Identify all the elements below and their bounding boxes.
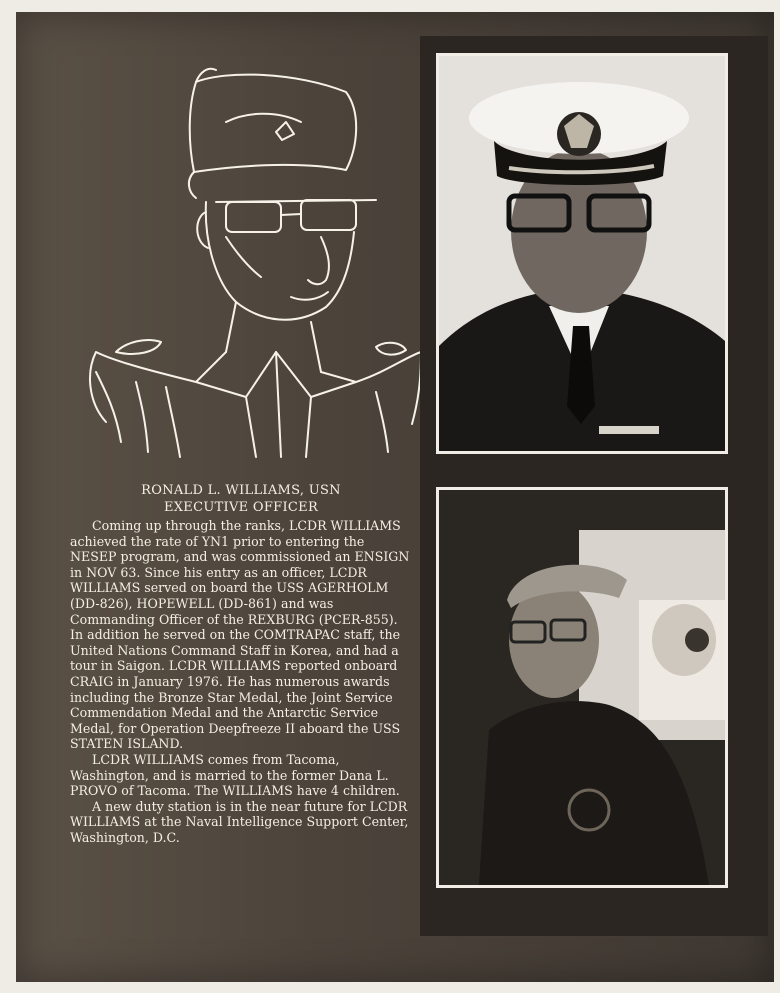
line-drawing-portrait <box>76 52 426 462</box>
bio-paragraph: LCDR WILLIAMS comes from Tacoma, Washington, and is married to the former Dana L. PROVO of Tacoma. The WILLIAMS have 4 children. <box>70 751 400 799</box>
photo-column <box>420 36 768 936</box>
yearbook-page <box>16 12 774 982</box>
officer-title: EXECUTIVE OFFICER <box>163 500 319 515</box>
bio-paragraph: A new duty station is in the near future for LCDR WILLIAMS at the Naval Intelligence Support Center, Washington, D.C. <box>70 798 409 845</box>
biography-text <box>70 518 410 845</box>
portrait-photo <box>436 53 728 454</box>
candid-photo <box>436 487 728 888</box>
officer-caption <box>86 482 396 516</box>
officer-name: RONALD L. WILLIAMS, USN <box>141 483 341 498</box>
bio-paragraph: Coming up through the ranks, LCDR WILLIAMS achieved the rate of YN1 prior to entering the NESEP program, and was commissioned an ENSIGN in NOV 63. Since his entry as an officer, LCDR WILLIAMS served on board the USS AGERHOLM (DD-826), HOPEWELL (DD-861) and was Commanding Officer of the REXBURG (PCER-855). In addition he served on the COMTRAPAC staff, the United Nations Command Staff in Korea, and had a tour in Saigon. LCDR WILLIAMS reported onboard CRAIG in January 1976. He has numerous awards including the Bronze Star Medal, the Joint Service Commendation Medal and the Antarctic Service Medal, for Operation Deepfreeze II aboard the USS STATEN ISLAND. <box>70 518 410 752</box>
